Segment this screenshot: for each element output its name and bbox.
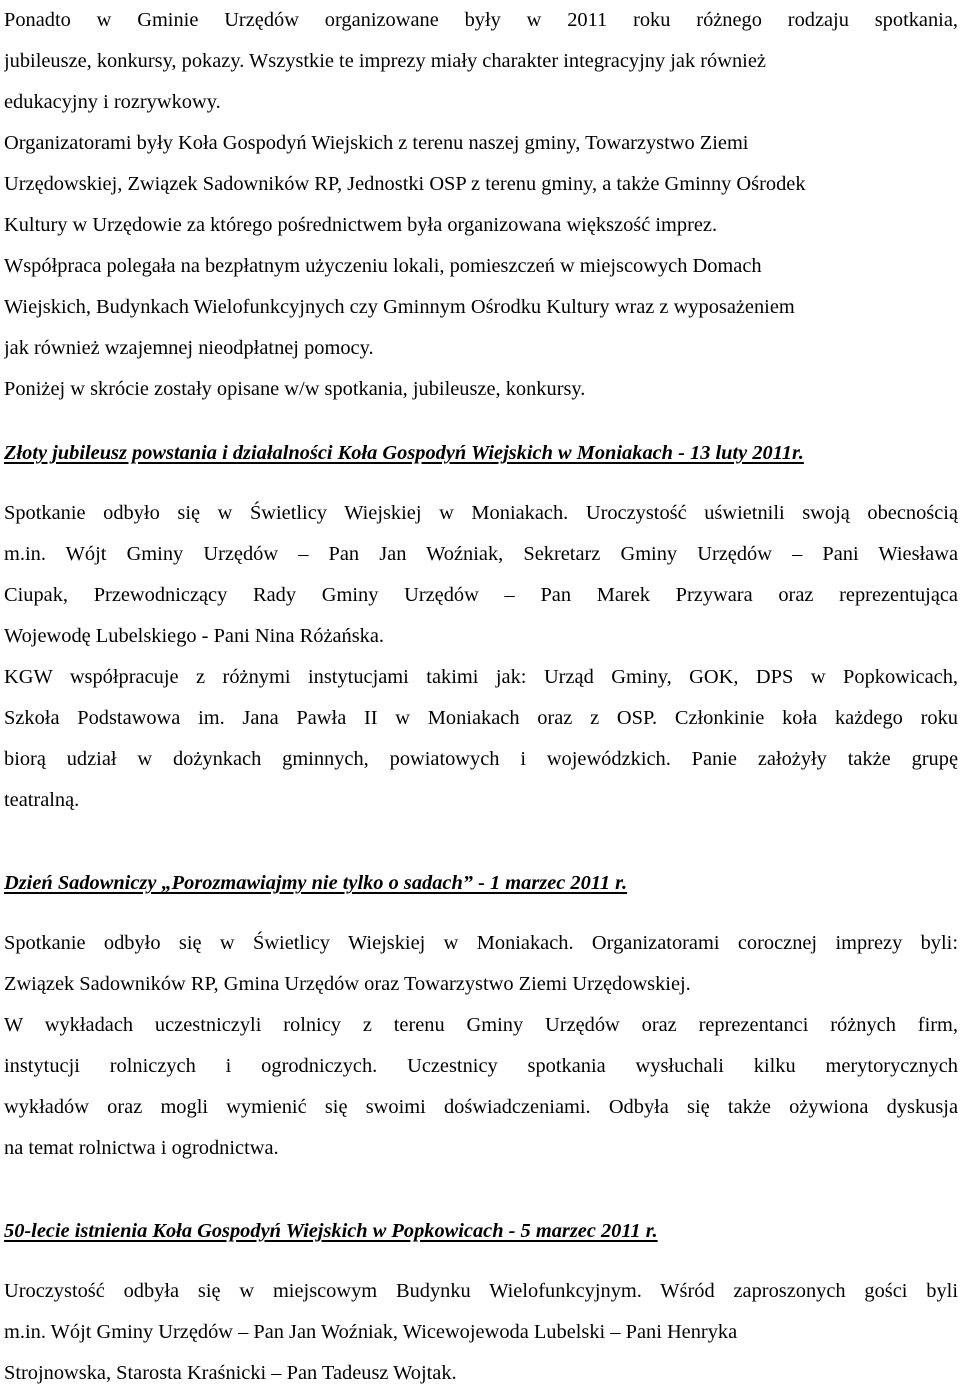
text-line: Spotkanie odbyło się w Świetlicy Wiejskiej w Moniakach. Organizatorami corocznej imprezy byli: xyxy=(4,932,958,954)
intro-paragraph xyxy=(4,0,958,410)
section-heading: Dzień Sadowniczy „Porozmawiajmy nie tylko o sadach” - 1 marzec 2011 r. xyxy=(4,872,628,894)
text-line: Wojewodę Lubelskiego - Pani Nina Różańska. xyxy=(4,625,385,647)
text-line: jak również wzajemnej nieodpłatnej pomocy. xyxy=(4,337,374,359)
text-line: Związek Sadowników RP, Gmina Urzędów oraz Towarzystwo Ziemi Urzędowskiej. xyxy=(4,973,691,995)
text-line: Kultury w Urzędowie za którego pośrednictwem była organizowana większość imprez. xyxy=(4,214,718,236)
text-line: instytucji rolniczych i ogrodniczych. Uczestnicy spotkania wysłuchali kilku merytorycznych xyxy=(4,1055,958,1077)
text-line: Szkoła Podstawowa im. Jana Pawła II w Moniakach oraz z OSP. Członkinie koła każdego roku xyxy=(4,707,958,729)
section-dzien-sadowniczy xyxy=(4,863,958,1169)
section-heading: Złoty jubileusz powstania i działalności Koła Gospodyń Wiejskich w Moniakach - 13 luty 2011r. xyxy=(4,442,804,464)
text-line: Ciupak, Przewodniczący Rady Gminy Urzędów – Pan Marek Przywara oraz reprezentująca xyxy=(4,584,958,606)
section-50-lecie xyxy=(4,1211,958,1394)
text-line: Współpraca polegała na bezpłatnym użyczeniu lokali, pomieszczeń w miejscowych Domach xyxy=(4,255,762,277)
text-line: edukacyjny i rozrywkowy. xyxy=(4,91,221,113)
text-line: Strojnowska, Starosta Kraśnicki – Pan Tadeusz Wojtak. xyxy=(4,1362,457,1384)
text-line: jubileusze, konkursy, pokazy. Wszystkie te imprezy miały charakter integracyjny jak również xyxy=(4,50,766,72)
text-line: Uroczystość odbyła się w miejscowym Budynku Wielofunkcyjnym. Wśród zaproszonych gości byli xyxy=(4,1280,958,1302)
text-line: Organizatorami były Koła Gospodyń Wiejskich z terenu naszej gminy, Towarzystwo Ziemi xyxy=(4,132,749,154)
document-page xyxy=(4,0,958,1394)
text-line: Urzędowskiej, Związek Sadowników RP, Jednostki OSP z terenu gminy, a także Gminny Ośrodek xyxy=(4,173,806,195)
text-line: W wykładach uczestniczyli rolnicy z terenu Gminy Urzędów oraz reprezentanci różnych firm, xyxy=(4,1014,958,1036)
text-line: Poniżej w skrócie zostały opisane w/w spotkania, jubileusze, konkursy. xyxy=(4,378,586,400)
text-line: Ponadto w Gminie Urzędów organizowane były w 2011 roku różnego rodzaju spotkania, xyxy=(4,9,958,31)
text-line: na temat rolnictwa i ogrodnictwa. xyxy=(4,1137,279,1159)
text-line: KGW współpracuje z różnymi instytucjami takimi jak: Urząd Gminy, GOK, DPS w Popkowicach, xyxy=(4,666,958,688)
text-line: biorą udział w dożynkach gminnych, powiatowych i wojewódzkich. Panie założyły także grupę xyxy=(4,748,958,770)
section-zloty-jubileusz xyxy=(4,433,958,821)
text-line: teatralną. xyxy=(4,789,80,811)
text-line: wykładów oraz mogli wymienić się swoimi doświadczeniami. Odbyła się także ożywiona dyskusja xyxy=(4,1096,958,1118)
text-line: m.in. Wójt Gminy Urzędów – Pan Jan Woźniak, Sekretarz Gminy Urzędów – Pani Wiesława xyxy=(4,543,958,565)
text-line: m.in. Wójt Gminy Urzędów – Pan Jan Woźniak, Wicewojewoda Lubelski – Pani Henryka xyxy=(4,1321,738,1343)
text-line: Wiejskich, Budynkach Wielofunkcyjnych czy Gminnym Ośrodku Kultury wraz z wyposażeniem xyxy=(4,296,795,318)
text-line: Spotkanie odbyło się w Świetlicy Wiejskiej w Moniakach. Uroczystość uświetnili swoją obecnością xyxy=(4,502,958,524)
section-heading: 50-lecie istnienia Koła Gospodyń Wiejskich w Popkowicach - 5 marzec 2011 r. xyxy=(4,1220,658,1242)
